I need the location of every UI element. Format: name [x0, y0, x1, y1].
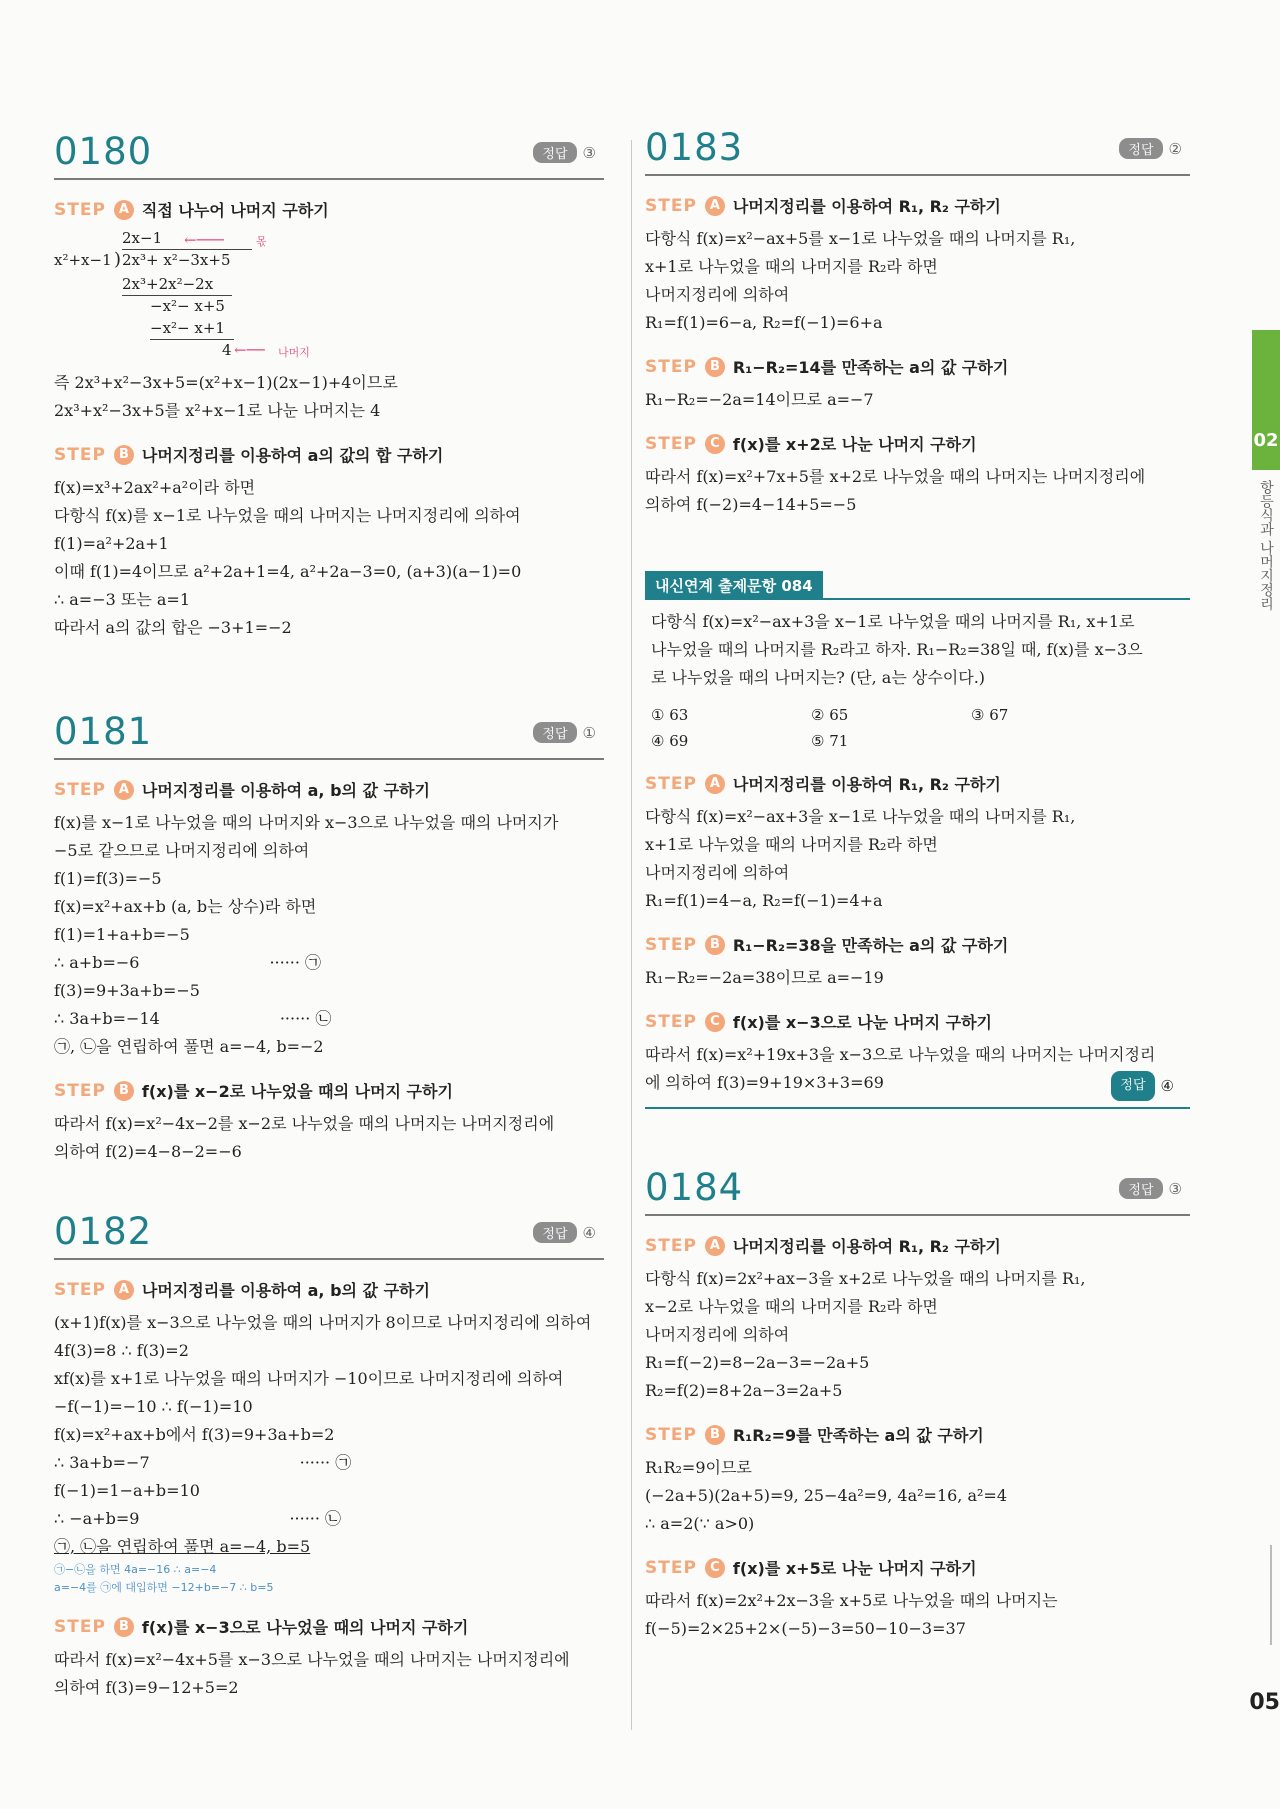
step-b — [645, 355, 1190, 378]
equation: ∴ 3a+b=−7 — [54, 1453, 150, 1472]
quotient-tag: 몫 — [256, 235, 267, 248]
side-note: a=−4를 ㉠에 대입하면 −12+b=−7 ∴ b=5 — [54, 1581, 274, 1594]
step-c — [645, 1556, 1190, 1579]
answer-badge: 정답 — [1111, 1071, 1154, 1101]
header-rule — [54, 758, 604, 760]
answer — [1111, 1071, 1174, 1101]
option: ③ 67 — [971, 706, 1009, 724]
step-label: STEP — [645, 1557, 697, 1578]
text-line: ∴ a=2(∵ a>0) — [645, 1514, 755, 1533]
answer — [533, 722, 596, 743]
answer-badge: 정답 — [1119, 1178, 1162, 1199]
text-line: f(3)=9+3a+b=−5 — [54, 981, 200, 1000]
text-line: R₁=f(−2)=8−2a−3=−2a+5 — [645, 1353, 870, 1372]
step-title: f(x)를 x−2로 나누었을 때의 나머지 구하기 — [141, 1082, 453, 1101]
step-label: STEP — [54, 199, 106, 220]
step-label: STEP — [645, 356, 697, 377]
text-line: 의하여 f(3)=9−12+5=2 — [54, 1678, 239, 1697]
text-line: 나머지정리에 의하여 — [645, 863, 790, 882]
step-b — [54, 1079, 604, 1102]
problem-number: 0180 — [54, 130, 153, 173]
answer-badge: 정답 — [1119, 138, 1162, 159]
text-line: R₁=f(1)=4−a, R₂=f(−1)=4+a — [645, 891, 883, 910]
text-line: 따라서 f(x)=x²+7x+5를 x+2로 나누었을 때의 나머지는 나머지정리에 — [645, 467, 1146, 486]
text-line: 따라서 f(x)=x²−4x+5를 x−3으로 나누었을 때의 나머지는 나머지정리에 — [54, 1650, 570, 1669]
step-circle: B — [705, 357, 725, 377]
text-line: R₁−R₂=−2a=14이므로 a=−7 — [645, 390, 874, 409]
text-line: f(x)를 x−1로 나누었을 때의 나머지와 x−3으로 나누었을 때의 나머지가 — [54, 813, 559, 832]
problem-0180 — [54, 130, 604, 642]
step-circle: C — [705, 434, 725, 454]
text-line: f(x)=x³+2ax²+a²이라 하면 — [54, 478, 256, 497]
text-line: 즉 2x³+x²−3x+5=(x²+x−1)(2x−1)+4이므로 — [54, 373, 398, 392]
step-circle: B — [114, 1617, 134, 1637]
text-line: f(−5)=2×25+2×(−5)−3=50−10−3=37 — [645, 1619, 966, 1638]
step-title: f(x)를 x+5로 나눈 나머지 구하기 — [732, 1559, 977, 1578]
text-line: R₁R₂=9이므로 — [645, 1458, 752, 1477]
text-line — [54, 1449, 604, 1477]
answer-value: ③ — [582, 143, 596, 162]
text-line: 따라서 f(x)=x²+19x+3을 x−3으로 나누었을 때의 나머지는 나머지정리 — [645, 1045, 1156, 1064]
step-a — [645, 194, 1190, 217]
answer-value: ④ — [1160, 1077, 1174, 1095]
header-rule — [54, 1258, 604, 1260]
step-title: 나머지정리를 이용하여 R₁, R₂ 구하기 — [732, 1237, 1001, 1256]
step-title: f(x)를 x−3으로 나눈 나머지 구하기 — [732, 1013, 992, 1032]
rule-1 — [122, 295, 232, 296]
text-line: f(x)=x²+ax+b (a, b는 상수)라 하면 — [54, 897, 317, 916]
step-a — [54, 1278, 604, 1301]
step-label: STEP — [645, 433, 697, 454]
step-title: R₁−R₂=14를 만족하는 a의 값 구하기 — [732, 358, 1009, 377]
equation: ∴ a+b=−6 — [54, 953, 140, 972]
text-line: −f(−1)=−10 ∴ f(−1)=10 — [54, 1397, 253, 1416]
text-line: 다항식 f(x)=x²−ax+5를 x−1로 나누었을 때의 나머지를 R₁, — [645, 229, 1076, 248]
equation-marker: ······ ㉠ — [269, 953, 322, 972]
problem-0182 — [54, 1210, 604, 1702]
answer-options — [645, 702, 1190, 754]
problem-number: 0181 — [54, 710, 153, 753]
step-title: 나머지정리를 이용하여 a의 값의 합 구하기 — [141, 446, 444, 465]
step-title: 나머지정리를 이용하여 a, b의 값 구하기 — [141, 1281, 430, 1300]
text-line: 다항식 f(x)를 x−1로 나누었을 때의 나머지는 나머지정리에 의하여 — [54, 506, 521, 525]
step-b — [54, 1615, 604, 1638]
long-division — [54, 229, 604, 369]
text-line: x−2로 나누었을 때의 나머지를 R₂라 하면 — [645, 1297, 938, 1316]
row-2: −x²− x+5 — [150, 297, 225, 315]
side-mark — [1270, 1545, 1278, 1645]
quotient: 2x−1 — [122, 229, 163, 247]
problem-number: 0183 — [645, 126, 744, 169]
text-line — [645, 1069, 1190, 1097]
step-label: STEP — [645, 1235, 697, 1256]
answer — [1119, 1178, 1182, 1199]
step-a — [645, 772, 1190, 795]
text-line — [54, 949, 604, 977]
problem-0183 — [645, 126, 1190, 519]
arrow-icon: ←─── — [184, 231, 224, 249]
step-circle: A — [114, 200, 134, 220]
page-number: 05 — [1249, 1690, 1280, 1715]
question-line: 다항식 f(x)=x²−ax+3을 x−1로 나누었을 때의 나머지를 R₁, x+1로 — [651, 612, 1135, 631]
step-label: STEP — [54, 444, 106, 465]
step-a — [645, 1234, 1190, 1257]
text-line: 다항식 f(x)=x²−ax+3을 x−1로 나누었을 때의 나머지를 R₁, — [645, 807, 1076, 826]
text-line: 나머지정리에 의하여 — [645, 1325, 790, 1344]
side-note: ㉠−㉡을 하면 4a=−16 ∴ a=−4 — [54, 1563, 217, 1576]
equation: ∴ 3a+b=−14 — [54, 1009, 160, 1028]
step-b — [54, 443, 604, 466]
text-line: R₂=f(2)=8+2a−3=2a+5 — [645, 1381, 843, 1400]
text-line: R₁−R₂=−2a=38이므로 a=−19 — [645, 968, 884, 987]
text-line: R₁=f(1)=6−a, R₂=f(−1)=6+a — [645, 313, 883, 332]
text-line: 따라서 f(x)=2x²+2x−3을 x+5로 나누었을 때의 나머지는 — [645, 1591, 1058, 1610]
step-circle: B — [114, 1081, 134, 1101]
step-label: STEP — [54, 1080, 106, 1101]
answer-value: ② — [1168, 139, 1182, 158]
text-line: xf(x)를 x+1로 나누었을 때의 나머지가 −10이므로 나머지정리에 의하여 — [54, 1369, 564, 1388]
step-circle: C — [705, 1012, 725, 1032]
text-line: x+1로 나누었을 때의 나머지를 R₂라 하면 — [645, 257, 938, 276]
step-label: STEP — [54, 1279, 106, 1300]
text-line: 다항식 f(x)=2x²+ax−3을 x+2로 나누었을 때의 나머지를 R₁, — [645, 1269, 1086, 1288]
step-c — [645, 1010, 1190, 1033]
step-title: 나머지정리를 이용하여 a, b의 값 구하기 — [141, 781, 430, 800]
equation-marker: ······ ㉡ — [289, 1509, 342, 1528]
step-circle: C — [705, 1558, 725, 1578]
equation-marker: ······ ㉡ — [279, 1009, 332, 1028]
rule-2 — [150, 339, 234, 340]
problem-0181 — [54, 710, 604, 1166]
text-line: 이때 f(1)=4이므로 a²+2a+1=4, a²+2a−3=0, (a+3)(a−1)=0 — [54, 562, 522, 581]
question-line: 로 나누었을 때의 나머지는? (단, a는 상수이다.) — [651, 668, 986, 687]
text-line: ㉠, ㉡을 연립하여 풀면 a=−4, b=−2 — [54, 1037, 324, 1056]
answer — [533, 142, 596, 163]
step-a — [54, 198, 604, 221]
option: ④ 69 — [651, 732, 689, 750]
chapter-tab — [1252, 330, 1280, 470]
text-line: (x+1)f(x)를 x−3으로 나누었을 때의 나머지가 8이므로 나머지정리에 의하여 — [54, 1313, 592, 1332]
text-line: ㉠, ㉡을 연립하여 풀면 a=−4, b=5 — [54, 1537, 311, 1556]
step-title: 나머지정리를 이용하여 R₁, R₂ 구하기 — [732, 775, 1001, 794]
chapter-number: 02 — [1253, 430, 1279, 451]
answer-value: ④ — [582, 1223, 596, 1242]
text-line: 의하여 f(−2)=4−14+5=−5 — [645, 495, 857, 514]
text-line: f(1)=a²+2a+1 — [54, 534, 169, 553]
step-title: f(x)를 x+2로 나눈 나머지 구하기 — [732, 435, 977, 454]
header-rule — [54, 178, 604, 180]
problem-0184 — [645, 1166, 1190, 1643]
text-line: ∴ a=−3 또는 a=1 — [54, 590, 191, 609]
answer — [1119, 138, 1182, 159]
step-c — [645, 432, 1190, 455]
step-circle: B — [114, 445, 134, 465]
step-circle: B — [705, 1425, 725, 1445]
step-title: R₁−R₂=38을 만족하는 a의 값 구하기 — [732, 936, 1009, 955]
text-line — [54, 1005, 604, 1033]
chapter-title: 항등식과 나머지정리 — [1258, 480, 1274, 611]
remainder-tag: 나머지 — [278, 346, 310, 359]
text-line: 따라서 f(x)=x²−4x−2를 x−2로 나누었을 때의 나머지는 나머지정리에 — [54, 1114, 555, 1133]
option: ② 65 — [811, 706, 849, 724]
step-circle: A — [705, 1236, 725, 1256]
text-line: −5로 같으므로 나머지정리에 의하여 — [54, 841, 310, 860]
answer-value: ③ — [1168, 1179, 1182, 1198]
header-rule — [645, 174, 1190, 176]
text-line: 2x³+x²−3x+5를 x²+x−1로 나눈 나머지는 4 — [54, 401, 381, 420]
box-bottom-rule — [645, 1107, 1190, 1109]
step-circle: A — [114, 1280, 134, 1300]
step-label: STEP — [645, 1424, 697, 1445]
divisor: x²+x−1 — [54, 251, 112, 269]
step-title: 나머지정리를 이용하여 R₁, R₂ 구하기 — [732, 197, 1001, 216]
remainder: 4 — [222, 341, 232, 359]
related-problem-box — [645, 571, 1190, 1109]
answer-badge: 정답 — [533, 142, 576, 163]
step-b — [645, 933, 1190, 956]
dividend: 2x³+ x²−3x+5 — [122, 251, 231, 269]
step-title: 직접 나누어 나머지 구하기 — [141, 201, 329, 220]
question-line: 나누었을 때의 나머지를 R₂라고 하자. R₁−R₂=38일 때, f(x)를 x−3으 — [651, 640, 1143, 659]
step-circle: B — [705, 935, 725, 955]
step-title: f(x)를 x−3으로 나누었을 때의 나머지 구하기 — [141, 1618, 469, 1637]
step-circle: A — [705, 196, 725, 216]
text-line: f(−1)=1−a+b=10 — [54, 1481, 200, 1500]
step-label: STEP — [645, 934, 697, 955]
text-line: 따라서 a의 값의 합은 −3+1=−2 — [54, 618, 292, 637]
row-1: 2x³+2x²−2x — [122, 275, 214, 293]
row-3: −x²− x+1 — [150, 319, 225, 337]
step-a — [54, 778, 604, 801]
answer-badge: 정답 — [533, 1222, 576, 1243]
step-label: STEP — [54, 1616, 106, 1637]
text-line: f(1)=1+a+b=−5 — [54, 925, 190, 944]
text-line — [54, 1505, 604, 1533]
answer-value: ① — [582, 723, 596, 742]
text-line: (−2a+5)(2a+5)=9, 25−4a²=9, 4a²=16, a²=4 — [645, 1486, 1008, 1505]
step-circle: A — [705, 774, 725, 794]
question — [645, 600, 1190, 692]
step-label: STEP — [645, 773, 697, 794]
equation: ∴ −a+b=9 — [54, 1509, 140, 1528]
answer-badge: 정답 — [533, 722, 576, 743]
text-line: 4f(3)=8 ∴ f(3)=2 — [54, 1341, 189, 1360]
equation-marker: ······ ㉠ — [299, 1453, 352, 1472]
answer — [533, 1222, 596, 1243]
text-line: f(1)=f(3)=−5 — [54, 869, 162, 888]
step-circle: A — [114, 780, 134, 800]
box-header: 내신연계 출제문항 084 — [645, 571, 823, 600]
arrow-icon: ←── — [234, 341, 265, 359]
step-title: R₁R₂=9를 만족하는 a의 값 구하기 — [732, 1426, 984, 1445]
option: ⑤ 71 — [811, 732, 849, 750]
header-rule — [645, 1214, 1190, 1216]
problem-number: 0184 — [645, 1166, 744, 1209]
problem-number: 0182 — [54, 1210, 153, 1253]
step-b — [645, 1423, 1190, 1446]
option: ① 63 — [651, 706, 689, 724]
step-label: STEP — [54, 779, 106, 800]
column-divider — [631, 140, 632, 1730]
text-line: x+1로 나누었을 때의 나머지를 R₂라 하면 — [645, 835, 938, 854]
step-label: STEP — [645, 1011, 697, 1032]
division-bracket: ) — [114, 249, 122, 270]
step-label: STEP — [645, 195, 697, 216]
text-line: 나머지정리에 의하여 — [645, 285, 790, 304]
text-line: 의하여 f(2)=4−8−2=−6 — [54, 1142, 242, 1161]
equation: 에 의하여 f(3)=9+19×3+3=69 — [645, 1073, 884, 1092]
text-line: f(x)=x²+ax+b에서 f(3)=9+3a+b=2 — [54, 1425, 335, 1444]
division-bar — [122, 249, 252, 250]
